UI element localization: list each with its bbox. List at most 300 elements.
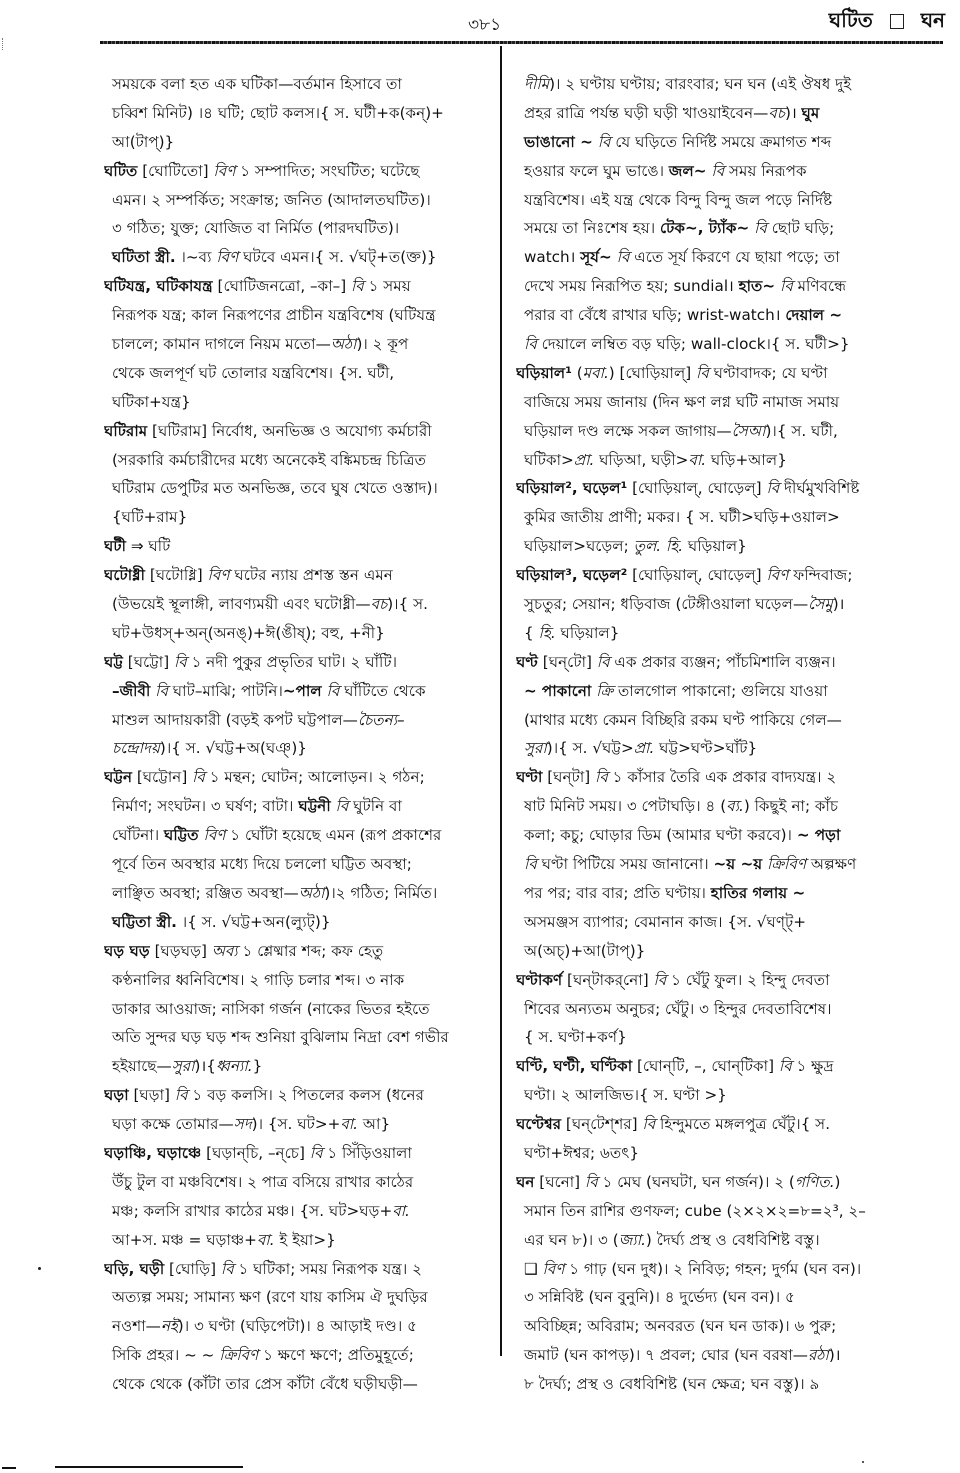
definition-text: মঞ্চ; কলসি রাখার কাঠের মঞ্চ। {স. ঘট>ঘড়+: [112, 1201, 393, 1220]
definition-text: ঘড়িয়াল}: [555, 623, 620, 642]
entry-line: [516, 792, 946, 821]
entry-line: [104, 1168, 496, 1197]
grammar-label: বি: [309, 1143, 323, 1162]
headword: ঘটিরাম: [104, 421, 148, 440]
grammar-label: বি: [174, 1086, 188, 1105]
definition-text: {ঘটি+রাম}: [112, 508, 188, 527]
definition-text: [ঘোড়িয়াল্, ঘোড়েল্]: [627, 479, 767, 498]
definition-text: [ঘোড়িয়াল্, ঘোড়েল্]: [627, 566, 767, 585]
definition-text: ঘটিকা+যন্ত্র}: [112, 392, 191, 411]
entry-line: [104, 1312, 496, 1341]
entry-line: [104, 619, 496, 648]
definition-text: তালগোল পাকানো; গুলিয়ে যাওয়া: [613, 681, 828, 700]
entry-line: [104, 99, 496, 128]
entry-headword-line: [104, 937, 496, 966]
definition-text: ষাট মিনিট সময়। ৩ পেটাঘড়ি। ৪ (: [524, 797, 727, 816]
definition-text: ১ ঘোঁটা হয়েছে এমন (রূপ প্রকাশের: [225, 826, 442, 845]
definition-text: ): [834, 1172, 841, 1191]
entry-line: [516, 908, 946, 937]
entry-line: [104, 474, 496, 503]
entry-line: [104, 359, 496, 388]
definition-text: সময় নিরূপক: [724, 161, 807, 180]
definition-text: ১ কাঁসার তৈরি এক প্রকার বাদ্যযন্ত্র। ২: [607, 768, 837, 787]
entry-headword-line: [516, 1168, 946, 1197]
entry-line: [516, 243, 946, 272]
headword: ঘটোধ্নী: [104, 566, 146, 585]
headword: জল~: [668, 161, 707, 180]
definition-text: চাললে; কামান দাগলে নিয়ম মতো—: [112, 335, 331, 354]
definition-text: [ঘড়ঘড়]: [149, 941, 212, 960]
grammar-label: বি: [754, 219, 767, 238]
footer-rule-fragment: [2, 1467, 16, 1469]
grammar-label: বি: [766, 479, 780, 498]
definition-text: ১ সিঁড়িওয়ালা: [322, 1143, 412, 1162]
definition-text: কণ্ঠনালির ধ্বনিবিশেষ। ২ গাড়ি চলার শব্দ। ৩ নাক: [112, 970, 405, 989]
entry-line: [104, 734, 496, 763]
headword: ভাঙানো ~: [524, 132, 593, 151]
grammar-label: বিণ: [207, 566, 230, 585]
grammar-label: বি: [173, 652, 187, 671]
entry-headword-line: [516, 966, 946, 995]
definition-text: {: [524, 623, 539, 642]
entry-line: [516, 388, 946, 417]
column-divider: [500, 46, 502, 1356]
headword: ঘট্টন: [104, 768, 133, 787]
grammar-label: সদ: [233, 1115, 252, 1134]
scan-speck: [862, 1461, 864, 1463]
entry-line: [516, 850, 946, 879]
definition-text: ১ ঘেঁটু ফুল। ২ হিন্দু দেবতা: [666, 970, 830, 989]
square-box-icon: [890, 14, 904, 29]
headword: ঘড়িয়াল¹: [516, 363, 572, 382]
entry-line: [104, 330, 496, 359]
definition-text: ডাকার আওয়াজ; নাসিকা গর্জন (নাকের ভিতর হইতে: [112, 999, 430, 1018]
definition-text: [ঘোটিতো]: [137, 161, 214, 180]
running-head-last-word: ঘন: [920, 8, 945, 32]
entry-line: [104, 1226, 496, 1255]
definition-text: সময়কে বলা হত এক ঘটিকা—বর্তমান হিসাবে তা: [112, 75, 402, 93]
definition-text: ৩ গঠিত; যুক্ত; যোজিত বা নির্মিত (পারদঘটিত)।: [112, 219, 400, 238]
grammar-label: বি: [335, 797, 349, 816]
grammar-label: বিণ: [213, 161, 236, 180]
definition-text: [ঘটোধ্নি]: [145, 566, 208, 585]
definition-text: এক প্রকার ব্যঞ্জন; পাঁচমিশালি ব্যঞ্জন।: [609, 652, 836, 671]
entry-headword-line: [104, 1081, 496, 1110]
entry-line: [516, 99, 946, 128]
definition-text: পরার বা বেঁধে রাখার ঘড়ি; wrist-watch।: [524, 306, 786, 325]
definition-text: (: [571, 363, 583, 382]
headword: ~য় ~য়: [713, 855, 763, 874]
headword: ~ পড়া: [796, 826, 841, 845]
definition-text: { স. ঘণ্টা+কর্ণ}: [524, 1028, 627, 1047]
grammar-label: সুরা: [524, 739, 547, 758]
definition-text: এর ঘন ৮)। ৩ (: [524, 1230, 619, 1249]
headword: ঘণ্টি, ঘণ্টী, ঘণ্টিকা: [516, 1057, 633, 1076]
definition-text: দীর্ঘমুখবিশিষ্ট: [779, 479, 860, 498]
definition-text: ।~ব্য: [175, 248, 217, 267]
definition-text: ৮ দৈর্ঘ্য; প্রস্থ ও বেধবিশিষ্ট (ঘন ক্ষেত্র; ঘন বস্তু)। ৯: [524, 1375, 820, 1394]
definition-text: (মাথার মধ্যে কেমন বিচ্ছিরি রকম ঘণ্ট পাকিয়ে গেল—: [524, 710, 842, 729]
definition-text: ঘাট–মাঝি; পাটনি।: [167, 681, 283, 700]
headword: ঘটিযন্ত্র, ঘটিকাযন্ত্র: [104, 277, 213, 296]
definition-text: অত্যল্প সময়; সামান্য ক্ষণ (রণে যায় কাসিম ঐ দুঘড়ির: [112, 1288, 428, 1307]
headword: ঘড় ঘড়: [104, 941, 150, 960]
entry-line: [104, 792, 496, 821]
entry-line: [516, 995, 946, 1024]
entry-line: [104, 1341, 496, 1370]
entry-line: [516, 1255, 946, 1284]
entry-line: [516, 128, 946, 157]
definition-text: [ঘনো]: [534, 1172, 585, 1191]
definition-text: ১ মন্থন; ঘোটন; আলোড়ন। ২ গঠন;: [204, 768, 425, 787]
definition-text: সুচতুর; সেয়ান; ধড়িবাজ (টেঙ্গীওয়ালা ঘড়েল—: [524, 595, 809, 614]
definition-text: হওয়ার ফলে ঘুম ভাঙে।: [524, 161, 669, 180]
entry-line: [104, 388, 496, 417]
grammar-label: বি: [653, 970, 667, 989]
grammar-label: বচ: [768, 103, 786, 122]
grammar-label: তুল. হি.: [633, 537, 684, 556]
definition-text: }: [252, 1057, 263, 1076]
page-header: [100, 2, 945, 40]
definition-text: জমাট (ঘন কাপড়)। ৭ প্রবল; ঘোর (ঘন বরষা—: [524, 1346, 808, 1365]
entry-line: [516, 821, 946, 850]
headword: টেক~, ট্যাঁক~: [659, 219, 750, 238]
entry-line: [104, 1023, 496, 1052]
entry-line: [516, 1226, 946, 1255]
entry-line: [516, 937, 946, 966]
headword: ঘটিতা স্ত্রী.: [112, 248, 176, 267]
definition-text: যে ঘড়িতে নির্দিষ্ট সময়ে ক্রমাগত শব্দ: [610, 132, 832, 151]
grammar-label: বিণ: [216, 248, 239, 267]
footer-rule: [55, 1466, 243, 1468]
grammar-label: ক্রি: [596, 681, 614, 700]
grammar-label: মবা.: [582, 363, 609, 382]
definition-text: এমন। ২ সম্পর্কিত; সংক্রান্ত; জনিত (আদালতঘটিত)।: [112, 190, 431, 209]
definition-text: চব্বিশ মিনিট) ।৪ ঘটি; ছোট কলস।{ স. ঘটী+ক(কন্)+: [112, 103, 444, 122]
definition-text: ঘট+উধস্+অন্(অনঙ্)+ঈ(ঙীষ্); বহু, +নী}: [112, 623, 385, 642]
entry-headword-line: [104, 272, 496, 301]
definition-text: নিরূপক যন্ত্র; কাল নিরূপণের প্রাচীন যন্ত্রবিশেষ (ঘটিযন্ত্র: [112, 306, 436, 325]
definition-text: ১ মেঘ (ঘনঘটা, ঘন গর্জন)। ২ (: [597, 1172, 795, 1191]
entry-line: [516, 70, 946, 99]
definition-text: ❑: [524, 1259, 543, 1278]
running-head: [829, 6, 945, 39]
grammar-label: বি: [155, 681, 168, 700]
grammar-label: বি: [711, 161, 725, 180]
grammar-label: বি: [220, 1259, 234, 1278]
headword: ঘড়া: [104, 1086, 129, 1105]
headword: ঘণ্টেশ্বর: [516, 1115, 562, 1134]
entry-headword-line: [516, 1052, 946, 1081]
entry-line: [104, 186, 496, 215]
entry-headword-line: [104, 648, 496, 677]
definition-text: অবিচ্ছিন্ন; অবিরাম; অনবরত (ঘন ঘন ডাক)। ৬ পুরু;: [524, 1317, 837, 1336]
grammar-label: ব্য.: [726, 797, 744, 816]
grammar-label: ক্রিবিণ: [219, 1346, 259, 1365]
grammar-label: বি: [642, 1115, 656, 1134]
definition-text: থেকে জলপূর্ণ ঘট তোলার যন্ত্রবিশেষ। {স. ঘটী,: [112, 363, 395, 382]
grammar-label: হি.: [538, 623, 556, 642]
entry-line: [104, 243, 496, 272]
page-number: ৩৮১: [468, 15, 502, 35]
entry-line: [516, 1312, 946, 1341]
grammar-label: বি: [595, 768, 608, 787]
headword: হাত~: [738, 277, 776, 296]
definition-text: ⇒ ঘটি: [126, 537, 171, 556]
entry-line: [516, 532, 946, 561]
entry-line: [516, 734, 946, 763]
definition-text: দেখে সময় নিরূপিত হয়; sundial।: [524, 277, 739, 296]
definition-text: [ঘড়ান্‌চি, –ন্‌চে]: [201, 1143, 310, 1162]
definition-text: ঘণ্টা+ঈশ্বর; ৬তৎ}: [524, 1143, 640, 1162]
definition-text: ঘটের ন্যায় প্রশস্ত স্তন এমন: [229, 566, 393, 585]
running-head-first-word: ঘটিত: [828, 8, 873, 32]
entry-line: [104, 995, 496, 1024]
entry-line: [104, 966, 496, 995]
definition-text: সমান তিন রাশির গুণফল; cube (২×২×২=৮=২³, ২–: [524, 1201, 866, 1220]
headword: হাতির গলায় ~: [710, 883, 806, 902]
definition-text: ঘড়িআ, ঘড়ী>: [594, 450, 689, 469]
entry-line: [104, 590, 496, 619]
entry-line: [516, 1023, 946, 1052]
definition-text: অ(অচ্)+আ(টাপ্)}: [524, 941, 646, 960]
grammar-label: বা.: [340, 1115, 359, 1134]
entry-line: [104, 1283, 496, 1312]
grammar-label: বি: [524, 335, 537, 354]
definition-text: (উভয়েই স্থূলাঙ্গী, লাবণ্যময়ী এবং ঘটোধ্নী—: [112, 595, 371, 614]
entry-line: [516, 214, 946, 243]
definition-text: শিবের অন্যতম অনুচর; ঘেঁটু। ৩ হিন্দুর দেবতাবিশেষ।: [524, 999, 832, 1018]
entry-line: [516, 1197, 946, 1226]
grammar-label: চন্দ্রোদয়: [112, 739, 160, 758]
grammar-label: বি: [616, 248, 630, 267]
definition-text: )।২ গঠিত; নির্মিত।: [324, 883, 438, 902]
definition-text: নির্মাণ; সংঘটন। ৩ ঘর্ষণ; বাটা।: [112, 797, 299, 816]
entry-line: [516, 619, 946, 648]
definition-text: প্রহর রাত্রি পর্যন্ত ঘড়ী ঘড়ী খাওয়াইবেন—: [524, 103, 769, 122]
grammar-label: দীমি: [524, 75, 550, 93]
definition-text: মণিবন্ধে: [792, 277, 847, 296]
definition-text: ১ সম্পাদিত; সংঘটিত; ঘটেছে: [235, 161, 420, 180]
headword: ঘড়ি, ঘড়ী: [104, 1259, 165, 1278]
entry-line: [104, 503, 496, 532]
definition-text: ঘড়িয়াল>ঘড়েল;: [524, 537, 634, 556]
entry-headword-line: [516, 648, 946, 677]
entry-line: [516, 706, 946, 735]
grammar-label: বি: [350, 277, 364, 296]
grammar-label: বা.: [392, 1201, 410, 1220]
entry-headword-line: [516, 561, 946, 590]
headword: ঘটী: [104, 537, 127, 556]
definition-text: পূর্বে তিন অবস্থার মধ্যে দিয়ে চললো ঘট্টিত অবস্থা;: [112, 855, 412, 874]
entry-line: [516, 1370, 946, 1399]
definition-text: কুমির জাতীয় প্রাণী; মকর। { স. ঘটী>ঘড়ি+ওয়াল>: [524, 508, 840, 527]
entry-headword-line: [104, 532, 496, 561]
grammar-label: বিণ: [542, 1259, 565, 1278]
entry-line: [104, 1110, 496, 1139]
definition-text: ঘড়া কক্ষে তোমার—: [112, 1115, 234, 1134]
entry-headword-line: [104, 417, 496, 446]
entry-headword-line: [104, 157, 496, 186]
entry-line: [516, 301, 946, 330]
grammar-label: অঠা: [330, 335, 357, 354]
definition-text: [ঘন্‌টা]: [542, 768, 596, 787]
grammar-label: বি: [596, 652, 610, 671]
headword: ঘড়াঞ্চি, ঘড়াঞ্চে: [104, 1143, 202, 1162]
entry-line: [104, 214, 496, 243]
definition-text: ঘণ্টা। ২ আলজিভ।{ স. ঘণ্টা >}: [524, 1086, 727, 1105]
grammar-label: বি: [524, 855, 537, 874]
headword: ঘুম: [801, 103, 820, 122]
definition-text: ঘড়িয়াল দণ্ড লক্ষে সকল জাগায়—: [524, 421, 732, 440]
definition-text: ) দৈর্ঘ্য প্রস্থ ও বেধবিশিষ্ট বস্তু।: [645, 1230, 820, 1249]
entry-line: [104, 1370, 496, 1399]
entry-line: [516, 186, 946, 215]
headword: ঘট্ট: [104, 652, 123, 671]
entry-line: [104, 1197, 496, 1226]
definition-text: )।{ স. √ঘট্ট>: [546, 739, 634, 758]
definition-text: কলা; কচু; ঘোড়ার ডিম (আমার ঘণ্টা করবে)।: [524, 826, 797, 845]
definition-text: [ঘন্‌টাকর্‌নো]: [562, 970, 654, 989]
definition-text: ৩ সন্নিবিষ্ট (ঘন বুনুনি)। ৪ দুর্ভেদ্য (ঘন বন)। ৫: [524, 1288, 795, 1307]
definition-text: ১ গাঢ় (ঘন দুধ)। ২ নিবিড়; গহন; দুর্গম (ঘন বন)।: [564, 1259, 862, 1278]
entry-line: [104, 128, 496, 157]
grammar-label: সুরা: [171, 1057, 195, 1076]
definition-text: সময়ে তা নিঃশেষ হয়।: [524, 219, 660, 238]
headword: ঘট্টিতা স্ত্রী.: [112, 912, 177, 931]
entry-headword-line: [104, 561, 496, 590]
headword: ঘড়িয়াল², ঘড়েল¹: [516, 479, 628, 498]
definition-text: যন্ত্রবিশেষ। এই যন্ত্র থেকে বিন্দু বিন্দু জল পড়ে নির্দিষ্ট: [524, 190, 833, 209]
definition-text: পর পর; বার বার; প্রতি ঘণ্টায়।: [524, 883, 711, 902]
entry-line: [516, 1081, 946, 1110]
grammar-label: বি: [779, 277, 793, 296]
definition-text: )। ২ কূপ: [356, 335, 409, 354]
definition-text: বাজিয়ে সময় জানায় (দিন ক্ষণ লগ্ন ঘটি নামাজ সমায়: [524, 392, 840, 411]
entry-line: [516, 677, 946, 706]
definition-text: হইয়াছে—: [112, 1057, 172, 1076]
grammar-label: গণিত.: [794, 1172, 835, 1191]
definition-text: থেকে থেকে (কাঁটা তার প্রেস কাঁটা বেঁধে ঘড়ীঘড়ী—: [112, 1375, 418, 1394]
definition-text: ১ ক্ষণে ক্ষণে; প্রতিমুহূর্তে;: [258, 1346, 414, 1365]
definition-text: আ}: [358, 1115, 391, 1134]
definition-text: ঘণ্টাবাদক; যে ঘণ্টা: [708, 363, 828, 382]
entry-line: [104, 1052, 496, 1081]
scan-margin-mark: [2, 38, 5, 50]
grammar-label: বি: [597, 132, 611, 151]
definition-text: )।: [785, 103, 802, 122]
definition-text: [ঘড়া]: [128, 1086, 175, 1105]
definition-text: নওশা—: [112, 1317, 161, 1336]
headword: ঘট্টনী: [298, 797, 331, 816]
headword: ঘট্টিত: [163, 826, 199, 845]
grammar-label: রঠা: [807, 1346, 829, 1365]
definition-text: )। {স. ঘট>+: [251, 1115, 341, 1134]
definition-text: হিন্দুমতে মঙ্গলপুত্র ঘেঁটু।{ স.: [655, 1115, 831, 1134]
headword: ঘটিত: [104, 161, 138, 180]
grammar-label: বি: [192, 768, 205, 787]
entry-line: [516, 879, 946, 908]
definition-text: ঘণ্টা পিটিয়ে সময় জানানো।: [536, 855, 714, 874]
definition-text: )। ৩ ঘণ্টা (ঘড়িপেটা)। ৪ আড়াই দণ্ড। ৫: [177, 1317, 418, 1336]
entry-headword-line: [516, 474, 946, 503]
entry-line: [104, 677, 496, 706]
definition-text: )।{ স. ঘটী,: [765, 421, 838, 440]
headword: ~ পাকানো: [524, 681, 592, 700]
entry-line: [516, 503, 946, 532]
headword: ঘণ্ট: [516, 652, 538, 671]
definition-text: ই ইয়া>}: [274, 1230, 336, 1249]
header-rule: [100, 41, 943, 44]
entry-line: [516, 417, 946, 446]
grammar-label: বা.: [688, 450, 707, 469]
definition-text: [ঘট্টোন]: [132, 768, 193, 787]
definition-text: [ঘোড়ি]: [164, 1259, 221, 1278]
definition-text: অল্পক্ষণ: [806, 855, 857, 874]
entry-headword-line: [516, 1110, 946, 1139]
entry-line: [516, 590, 946, 619]
definition-text: [ঘট্টো]: [122, 652, 174, 671]
headword: দেয়াল ~: [785, 306, 843, 325]
definition-text: ঘড়িয়াল}: [683, 537, 747, 556]
definition-text: দেয়ালে লম্বিত বড় ঘড়ি; wall-clock।{ স. ঘটী>}: [536, 335, 850, 354]
headword: ঘণ্টা: [516, 768, 543, 787]
entry-line: [104, 821, 496, 850]
grammar-label: জ্যা.: [618, 1230, 646, 1249]
definition-text: ঘট্ট>ঘণ্ট>ঘাঁট}: [654, 739, 758, 758]
definition-text: আ+স. মঞ্চ = ঘড়াঞ্চ+: [112, 1230, 257, 1249]
definition-text: ) [ঘোড়িয়াল্]: [608, 363, 697, 382]
grammar-label: অব্য: [211, 941, 238, 960]
definition-text: আ(টাপ্)}: [112, 132, 175, 151]
entry-headword-line: [516, 359, 946, 388]
grammar-label: বচ: [370, 595, 388, 614]
entry-line: [104, 706, 496, 735]
definition-text: )। ২ ঘণ্টায় ঘণ্টায়; বারংবার; ঘন ঘন (এই ঔষধ দুই: [549, 75, 852, 93]
definition-text: [ঘোটিজনত্রো, –কা–]: [212, 277, 351, 296]
headword: ঘড়িয়াল³, ঘড়েল²: [516, 566, 628, 585]
headword: ~পাল: [282, 681, 322, 700]
grammar-label: ধ্বন্যা.: [215, 1057, 253, 1076]
grammar-label: সৈআ: [731, 421, 766, 440]
entry-line: [104, 879, 496, 908]
grammar-label: বি: [326, 681, 340, 700]
grammar-label: অঠা: [298, 883, 325, 902]
entry-headword-line: [104, 1139, 496, 1168]
definition-text: )।{ স. √ঘট্ট+অ(ঘঞ্)}: [159, 739, 307, 758]
definition-text: ফন্দিবাজ;: [788, 566, 853, 585]
grammar-label: বি: [696, 363, 709, 382]
grammar-label: বি: [778, 1057, 792, 1076]
definition-text: ১ শ্লেষ্মার শব্দ; কফ হেতু: [237, 941, 384, 960]
grammar-label: ক্রিবিণ: [767, 855, 807, 874]
left-column: [104, 70, 496, 1399]
definition-text: উঁচু টুল বা মঞ্চবিশেষ। ২ পাত্র বসিয়ে রাখার কাঠের: [112, 1172, 414, 1191]
entry-line: [516, 1283, 946, 1312]
entry-headword-line: [104, 763, 496, 792]
grammar-label: চৈতন্য–: [357, 710, 405, 729]
definition-text: watch।: [524, 248, 581, 267]
definition-text: [ঘটিরাম] নির্বোধ, অনভিজ্ঞ ও অযোগ্য কর্মচারী: [147, 421, 432, 440]
definition-text: (সরকারি কর্মচারীদের মধ্যে অনেকেই বঙ্কিমচন্দ্র চিত্রিত: [112, 450, 427, 469]
entry-line: [104, 301, 496, 330]
entry-line: [516, 330, 946, 359]
definition-text: অতি সুন্দর ঘড় ঘড় শব্দ শুনিয়া বুঝিলাম নিদ্রা বেশ গভীর: [112, 1028, 449, 1047]
definition-text: )।{ স.: [387, 595, 428, 614]
headword: –জীবী: [112, 681, 151, 700]
grammar-label: নই: [160, 1317, 178, 1336]
definition-text: ঘটিরাম ডেপুটির মত অনভিজ্ঞ, তবে ঘুষ খেতে ওস্তাদ)।: [112, 479, 438, 498]
